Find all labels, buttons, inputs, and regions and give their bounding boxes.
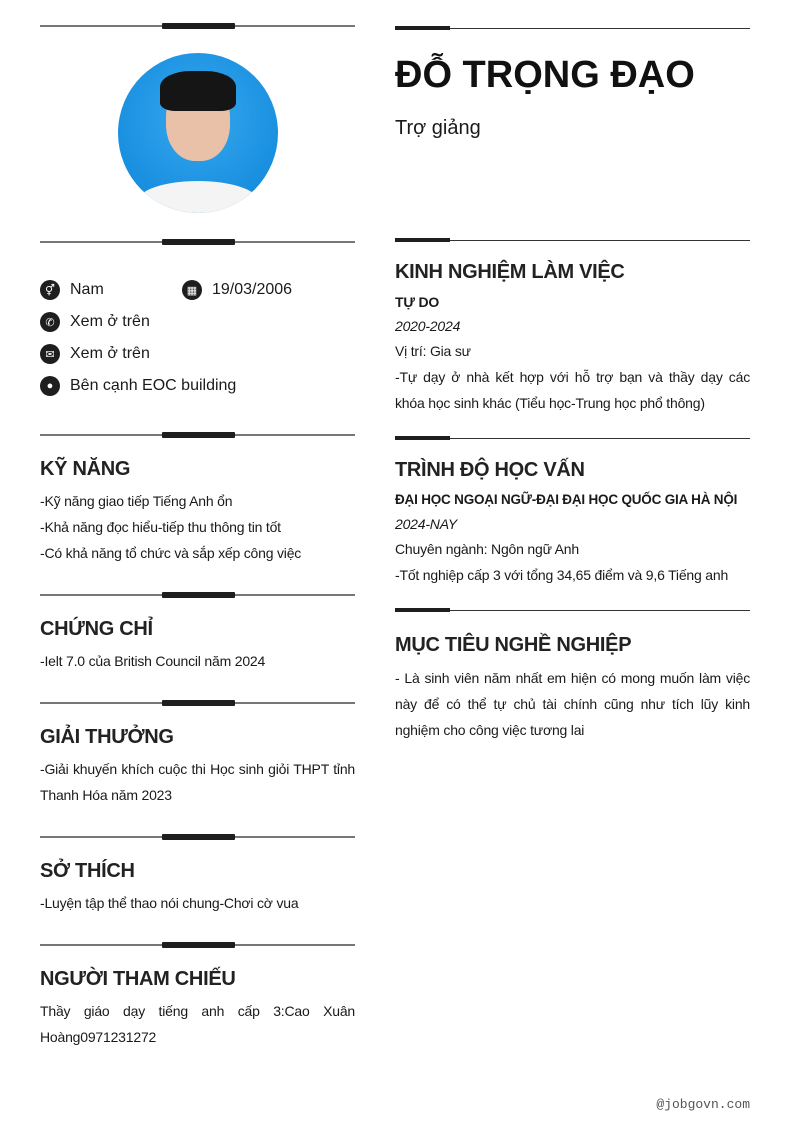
refs-text: Thầy giáo dạy tiếng anh cấp 3:Cao Xuân Hoàng0971231272 — [40, 1003, 355, 1045]
divider — [395, 26, 750, 32]
education-desc: -Tốt nghiệp cấp 3 với tổng 34,65 điểm và 9,6 Tiếng anh — [395, 567, 729, 583]
skill-item: -Khả năng đọc hiểu-tiếp thu thông tin tốt — [40, 519, 281, 535]
footer-watermark: @jobgovn.com — [656, 1097, 750, 1112]
skill-item: -Có khả năng tổ chức và sắp xếp công việc — [40, 545, 302, 561]
education-period: 2024-NAY — [395, 516, 457, 532]
divider — [40, 431, 355, 439]
divider — [40, 833, 355, 841]
location-icon: ● — [40, 376, 60, 396]
phone-icon: ✆ — [40, 312, 60, 332]
skill-item: -Kỹ năng giao tiếp Tiếng Anh ổn — [40, 493, 233, 509]
divider — [395, 608, 750, 614]
address: Bên cạnh EOC building — [70, 377, 237, 394]
awards-text: -Giải khuyến khích cuộc thi Học sinh giỏi THPT tỉnh Thanh Hóa năm 2023 — [40, 761, 355, 803]
awards-title: GIẢI THƯỞNG — [40, 726, 174, 748]
hobbies-text: -Luyện tập thể thao nói chung-Chơi cờ vua — [40, 895, 299, 911]
experience-desc: -Tự dạy ở nhà kết hợp với hỗ trợ bạn và thầy dạy các khóa học sinh khác (Tiểu học-Trung học phổ thông) — [395, 369, 750, 411]
calendar-icon: ▦ — [182, 280, 202, 300]
divider — [40, 22, 355, 30]
dob: 19/03/2006 — [212, 281, 293, 298]
skills-list — [40, 488, 355, 566]
experience-org: TỰ DO — [395, 294, 440, 310]
divider — [40, 591, 355, 599]
education-school: ĐẠI HỌC NGOẠI NGỮ-ĐẠI ĐẠI HỌC QUỐC GIA HÀ NỘI — [395, 492, 738, 507]
objective-title: MỤC TIÊU NGHỀ NGHIỆP — [395, 634, 632, 656]
divider — [40, 699, 355, 707]
divider — [40, 238, 355, 246]
job-position: Trợ giảng — [395, 117, 481, 139]
hobbies-title: SỞ THÍCH — [40, 860, 135, 882]
divider — [395, 436, 750, 442]
email: Xem ở trên — [70, 345, 150, 362]
experience-period: 2020-2024 — [395, 318, 461, 334]
experience-title: KINH NGHIỆM LÀM VIỆC — [395, 261, 625, 283]
refs-title: NGƯỜI THAM CHIẾU — [40, 968, 236, 990]
skills-title: KỸ NĂNG — [40, 458, 131, 480]
avatar — [118, 53, 278, 213]
objective-text: - Là sinh viên năm nhất em hiện có mong muốn làm việc này để có thể tự chủ tài chính cũng như tích lũy kinh nghiệm cho công việc tương lai — [395, 670, 750, 738]
experience-role: Vị trí: Gia sư — [395, 343, 471, 359]
phone: Xem ở trên — [70, 313, 150, 330]
full-name: ĐỖ TRỌNG ĐẠO — [395, 54, 695, 96]
education-entry — [395, 488, 750, 588]
education-major: Chuyên ngành: Ngôn ngữ Anh — [395, 541, 579, 557]
certs-text: -Ielt 7.0 của British Council năm 2024 — [40, 653, 266, 669]
experience-entry — [395, 290, 750, 416]
gender-icon: ⚥ — [40, 280, 60, 300]
divider — [40, 941, 355, 949]
gender: Nam — [70, 281, 104, 298]
email-icon: ✉ — [40, 344, 60, 364]
certs-title: CHỨNG CHỈ — [40, 618, 153, 640]
divider — [395, 238, 750, 244]
education-title: TRÌNH ĐỘ HỌC VẤN — [395, 459, 585, 481]
